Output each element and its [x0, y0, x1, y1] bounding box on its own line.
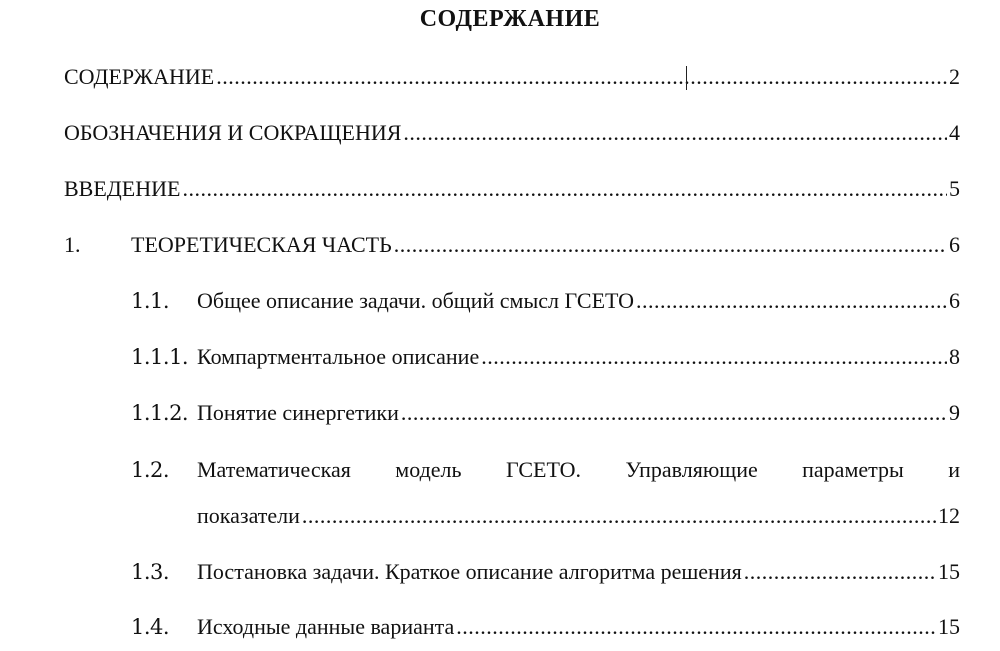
toc-leader-dots	[302, 503, 936, 529]
toc-heading: СОДЕРЖАНИЕ	[419, 6, 601, 32]
toc-entry-1-3[interactable]	[131, 559, 960, 585]
toc-entry-introduction[interactable]	[64, 176, 960, 202]
toc-entry-title: показатели	[197, 503, 300, 528]
toc-entry-page: 6	[949, 288, 960, 313]
toc-entry-1-1[interactable]	[131, 288, 960, 314]
toc-entry-title-word: параметры	[802, 457, 904, 482]
toc-leader-dots	[481, 344, 947, 370]
toc-entry-title: Понятие синергетики	[197, 400, 399, 425]
toc-entry-title-word: модель	[395, 457, 462, 482]
toc-entry-page: 12	[938, 503, 960, 528]
toc-leader-dots	[394, 232, 947, 258]
toc-leader-dots	[182, 176, 947, 202]
toc-leader-dots	[456, 614, 936, 640]
toc-entry-number: 1.4.	[131, 615, 170, 639]
toc-entry-page: 2	[949, 64, 960, 89]
toc-entry-title: Исходные данные варианта	[197, 614, 455, 639]
toc-entry-title-word: ГСЕТО.	[505, 457, 582, 482]
toc-entry-title: Общее описание задачи. общий смысл ГСЕТО	[197, 288, 635, 313]
toc-entry-title: СОДЕРЖАНИЕ	[64, 64, 215, 89]
toc-leader-dots	[216, 64, 947, 90]
toc-leader-dots	[744, 559, 936, 585]
toc-leader-dots	[403, 120, 947, 146]
toc-entry-1-2-number[interactable]	[131, 457, 197, 483]
toc-entry-theory[interactable]	[64, 232, 960, 258]
toc-entry-number: 1.1.2.	[131, 401, 189, 425]
toc-entry-number: 1.3.	[131, 560, 170, 584]
toc-entry-number: 1.1.	[131, 289, 170, 313]
toc-entry-page: 15	[938, 614, 960, 639]
toc-entry-page: 5	[949, 176, 960, 201]
toc-entry-1-1-1[interactable]	[131, 344, 960, 370]
toc-entry-page: 15	[938, 559, 960, 584]
toc-entry-number: 1.	[64, 232, 81, 257]
toc-entry-1-2-title-line1[interactable]	[197, 457, 960, 483]
toc-entry-page: 4	[949, 120, 960, 145]
toc-entry-title-word: Управляющие	[625, 457, 758, 482]
toc-entry-title: Компартментальное описание	[197, 344, 480, 369]
toc-entry-page: 6	[949, 232, 960, 257]
toc-entry-page: 9	[949, 400, 960, 425]
toc-entry-1-2-title-line2[interactable]	[197, 503, 960, 529]
toc-leader-dots	[636, 288, 947, 314]
toc-entry-abbreviations[interactable]	[64, 120, 960, 146]
toc-entry-title: ТЕОРЕТИЧЕСКАЯ ЧАСТЬ	[131, 232, 392, 257]
text-cursor	[686, 66, 687, 90]
toc-entry-title: ОБОЗНАЧЕНИЯ И СОКРАЩЕНИЯ	[64, 120, 402, 145]
toc-entry-title-word: и	[948, 457, 960, 482]
toc-entry-1-4[interactable]	[131, 614, 960, 640]
toc-entry-title-word: Математическая	[197, 457, 351, 482]
toc-entry-title: Постановка задачи. Краткое описание алгоритма решения	[197, 559, 742, 584]
toc-entry-1-1-2[interactable]	[131, 400, 960, 426]
toc-entry-page: 8	[949, 344, 960, 369]
toc-entry-title: ВВЕДЕНИЕ	[64, 176, 181, 201]
toc-entry-contents[interactable]	[64, 64, 960, 90]
toc-entry-number: 1.1.1.	[131, 345, 189, 369]
toc-entry-number: 1.2.	[131, 458, 170, 482]
toc-leader-dots	[401, 400, 947, 426]
